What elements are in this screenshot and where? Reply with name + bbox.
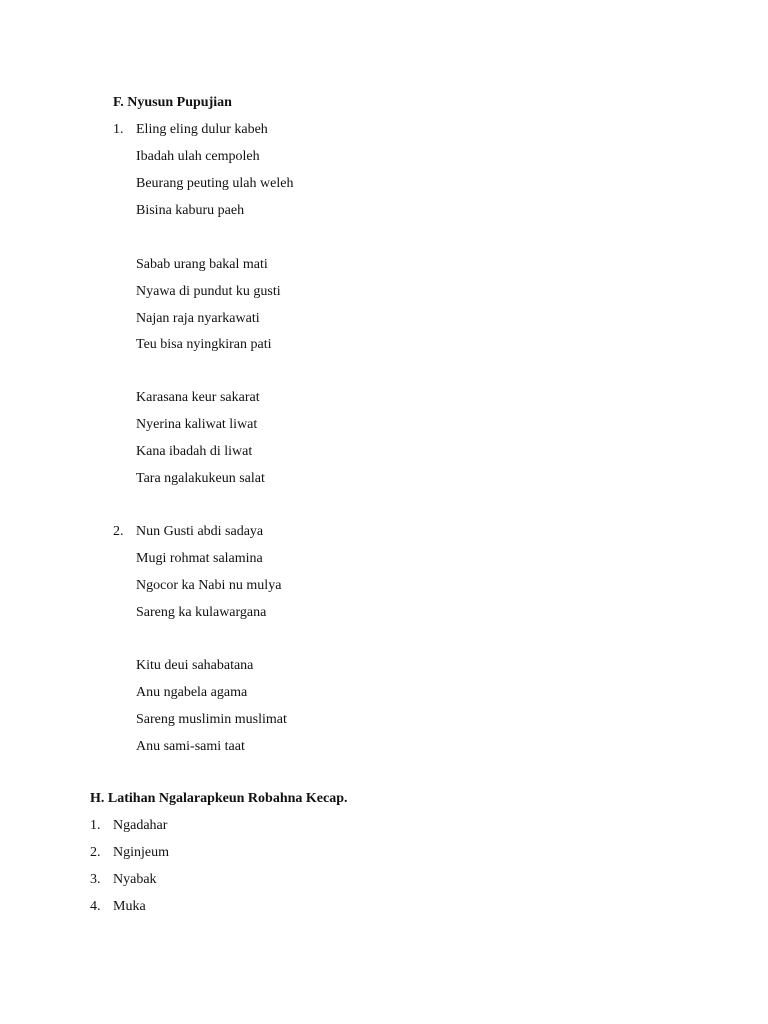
poem-line: Anu sami-sami taat — [136, 739, 245, 754]
section-h-title: H. Latihan Ngalarapkeun Robahna Kecap. — [90, 791, 348, 806]
poem-line: Kana ibadah di liwat — [136, 444, 253, 459]
poem-line: Nyerina kaliwat liwat — [136, 417, 258, 432]
list-item-text: Nginjeum — [113, 845, 169, 860]
list-item-text: Ngadahar — [113, 818, 168, 833]
poem-line: Sareng ka kulawargana — [136, 605, 267, 620]
poem-line: Mugi rohmat salamina — [136, 551, 263, 566]
list-item-number: 1. — [90, 818, 101, 833]
poem-line: Ngocor ka Nabi nu mulya — [136, 578, 282, 593]
list-item-text: Muka — [113, 899, 146, 914]
poem-1-number: 1. — [113, 122, 124, 137]
list-item-number: 3. — [90, 872, 101, 887]
list-item-text: Nyabak — [113, 872, 157, 887]
poem-line: Kitu deui sahabatana — [136, 658, 254, 673]
poem-line: Bisina kaburu paeh — [136, 203, 245, 218]
poem-line: Karasana keur sakarat — [136, 390, 260, 405]
list-item-number: 4. — [90, 899, 101, 914]
poem-line: Beurang peuting ulah weleh — [136, 176, 294, 191]
poem-2-number: 2. — [113, 524, 124, 539]
poem-line: Sabab urang bakal mati — [136, 257, 268, 272]
poem-line: Sareng muslimin muslimat — [136, 712, 287, 727]
list-item-number: 2. — [90, 845, 101, 860]
poem-line: Teu bisa nyingkiran pati — [136, 337, 272, 352]
poem-line: Tara ngalakukeun salat — [136, 471, 265, 486]
poem-line: Ibadah ulah cempoleh — [136, 149, 260, 164]
poem-line: Najan raja nyarkawati — [136, 311, 260, 326]
poem-line: Nun Gusti abdi sadaya — [136, 524, 264, 539]
section-f-title: F. Nyusun Pupujian — [113, 95, 232, 110]
poem-line: Nyawa di pundut ku gusti — [136, 284, 281, 299]
poem-line: Eling eling dulur kabeh — [136, 122, 268, 137]
poem-line: Anu ngabela agama — [136, 685, 248, 700]
